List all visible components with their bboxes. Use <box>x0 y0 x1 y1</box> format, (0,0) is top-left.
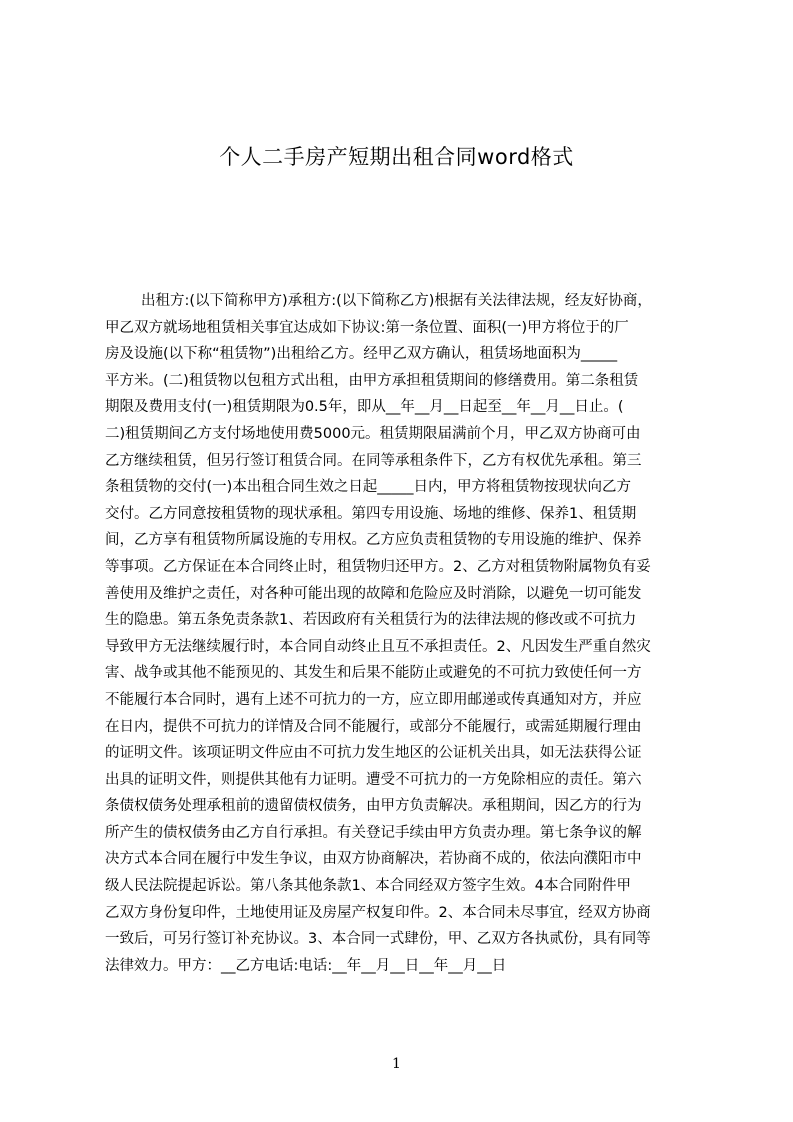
body-line: 等事项。乙方保证在本合同终止时，租赁物归还甲方。2、乙方对租赁物附属物负有妥 <box>105 558 651 575</box>
page-number: 1 <box>392 1056 401 1072</box>
contract-body <box>105 288 699 988</box>
body-line: 期限及费用支付(一)租赁期限为0.5年，即从__年__月__日起至__年__月__日止。( <box>105 399 624 416</box>
body-line: 法律效力。甲方：__乙方电话:电话:__年__月__日__年__月__日 <box>105 957 507 974</box>
body-line: 房及设施(以下称“租赁物”)出租给乙方。经甲乙双方确认，租赁场地面积为_____ <box>105 346 618 363</box>
body-line: 害、战争或其他不能预见的、其发生和后果不能防止或避免的不可抗力致使任何一方 <box>105 665 642 682</box>
document-title: 个人二手房产短期出租合同word格式 <box>219 145 574 169</box>
body-line: 级人民法院提起诉讼。第八条其他条款1、本合同经双方签字生效。4本合同附件甲 <box>105 878 631 895</box>
body-line: 一致后，可另行签订补充协议。3、本合同一式肆份，甲、乙双方各执贰份，具有同等 <box>105 931 651 948</box>
body-line: 交付。乙方同意按租赁物的现状承租。第四专用设施、场地的维修、保养1、租赁期 <box>105 505 637 522</box>
body-line: 决方式本合同在履行中发生争议，由双方协商解决，若协商不成的，依法向濮阳市中 <box>105 851 642 868</box>
body-line: 不能履行本合同时，遇有上述不可抗力的一方，应立即用邮递或传真通知对方，并应 <box>105 691 642 708</box>
body-line: 导致甲方无法继续履行时，本合同自动终止且互不承担责任。2、凡因发生严重自然灾 <box>105 638 651 655</box>
body-line: 甲乙双方就场地租赁相关事宜达成如下协议:第一条位置、面积(一)甲方将位于的厂 <box>105 319 629 336</box>
body-line: 条债权债务处理承租前的遗留债权债务，由甲方负责解决。承租期间，因乙方的行为 <box>105 798 642 815</box>
body-line: 乙方继续租赁，但另行签订租赁合同。在同等承租条件下，乙方有权优先承租。第三 <box>105 452 642 469</box>
body-line: 善使用及维护之责任，对各种可能出现的故障和危险应及时消除，以避免一切可能发 <box>105 585 642 602</box>
body-line: 生的隐患。第五条免责条款1、若因政府有关租赁行为的法律法规的修改或不可抗力 <box>105 612 637 629</box>
body-line: 出具的证明文件，则提供其他有力证明。遭受不可抗力的一方免除相应的责任。第六 <box>105 771 642 788</box>
body-line: 间，乙方享有租赁物所属设施的专用权。乙方应负责租赁物的专用设施的维护、保养 <box>105 532 642 549</box>
body-line: 出租方:(以下简称甲方)承租方:(以下简称乙方)根据有关法律法规，经友好协商， <box>141 293 652 309</box>
body-line: 所产生的债权债务由乙方自行承担。有关登记手续由甲方负责办理。第七条争议的解 <box>105 824 642 841</box>
body-line: 平方米。(二)租赁物以包租方式出租，由甲方承担租赁期间的修缮费用。第二条租赁 <box>105 372 639 389</box>
body-line: 在日内，提供不可抗力的详情及合同不能履行，或部分不能履行，或需延期履行理由 <box>105 718 642 735</box>
body-line: 乙双方身份复印件，土地使用证及房屋产权复印件。2、本合同未尽事宜，经双方协商 <box>105 904 651 921</box>
body-line: 二)租赁期间乙方支付场地使用费5000元。租赁期限届满前个月，甲乙双方协商可由 <box>105 425 641 442</box>
body-line: 条租赁物的交付(一)本出租合同生效之日起_____日内，甲方将租赁物按现状向乙方 <box>105 479 632 496</box>
body-line: 的证明文件。该项证明文件应由不可抗力发生地区的公证机关出具，如无法获得公证 <box>105 745 642 762</box>
